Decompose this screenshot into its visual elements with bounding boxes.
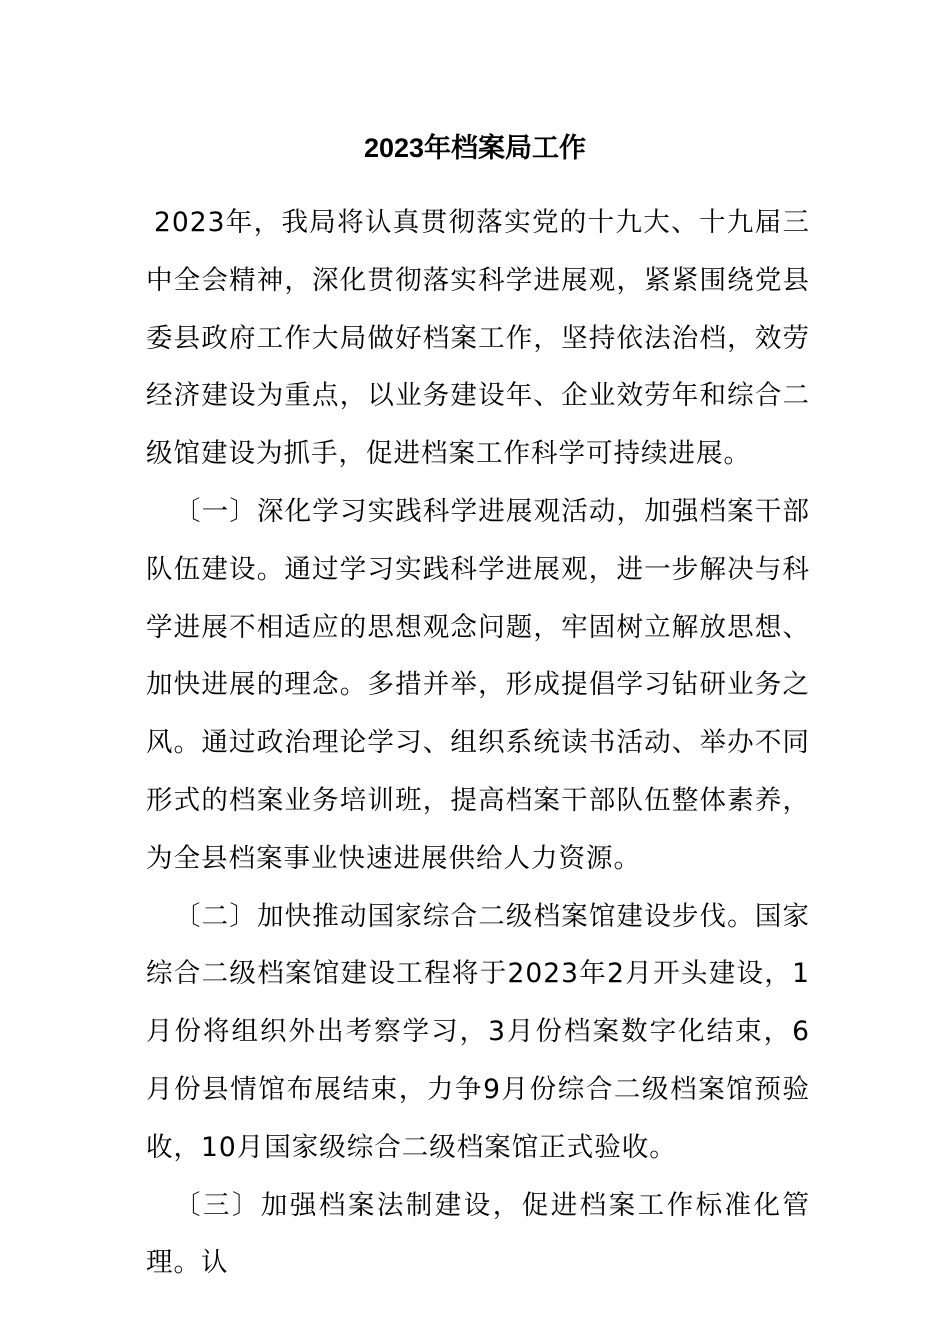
document-body (146, 194, 810, 1292)
paragraph-section-1: 〔一〕深化学习实践科学进展观活动，加强档案干部队伍建设。通过学习实践科学进展观，进一步解决与科学进展不相适应的思想观念问题，牢固树立解放思想、加快进展的理念。多措并举，形成提倡学习钻研业务之风。通过政治理论学习、组织系统读书活动、举办不同形式的档案业务培训班，提高档案干部队伍整体素养，为全县档案事业快速进展供给人力资源。 (146, 495, 810, 874)
paragraph-section-3: 〔三〕加强档案法制建设，促进档案工作标准化管理。认 (146, 1189, 810, 1279)
document-title: 2023年档案局工作 (363, 133, 587, 163)
paragraph-section-2: 〔二〕加快推动国家综合二级档案馆建设步伐。国家综合二级档案馆建设工程将于2023年2月开头建设，1月份将组织外出考察学习，3月份档案数字化结束，6月份县情馆布展结束，力争9月份综合二级档案馆预验收，10月国家级综合二级档案馆正式验收。 (146, 900, 810, 1163)
paragraph-intro: 2023年，我局将认真贯彻落实党的十九大、十九届三中全会精神，深化贯彻落实科学进展观，紧紧围绕党县委县政府工作大局做好档案工作，坚持依法治档，效劳经济建设为重点，以业务建设年、企业效劳年和综合二级馆建设为抓手，促进档案工作科学可持续进展。 (146, 207, 810, 470)
